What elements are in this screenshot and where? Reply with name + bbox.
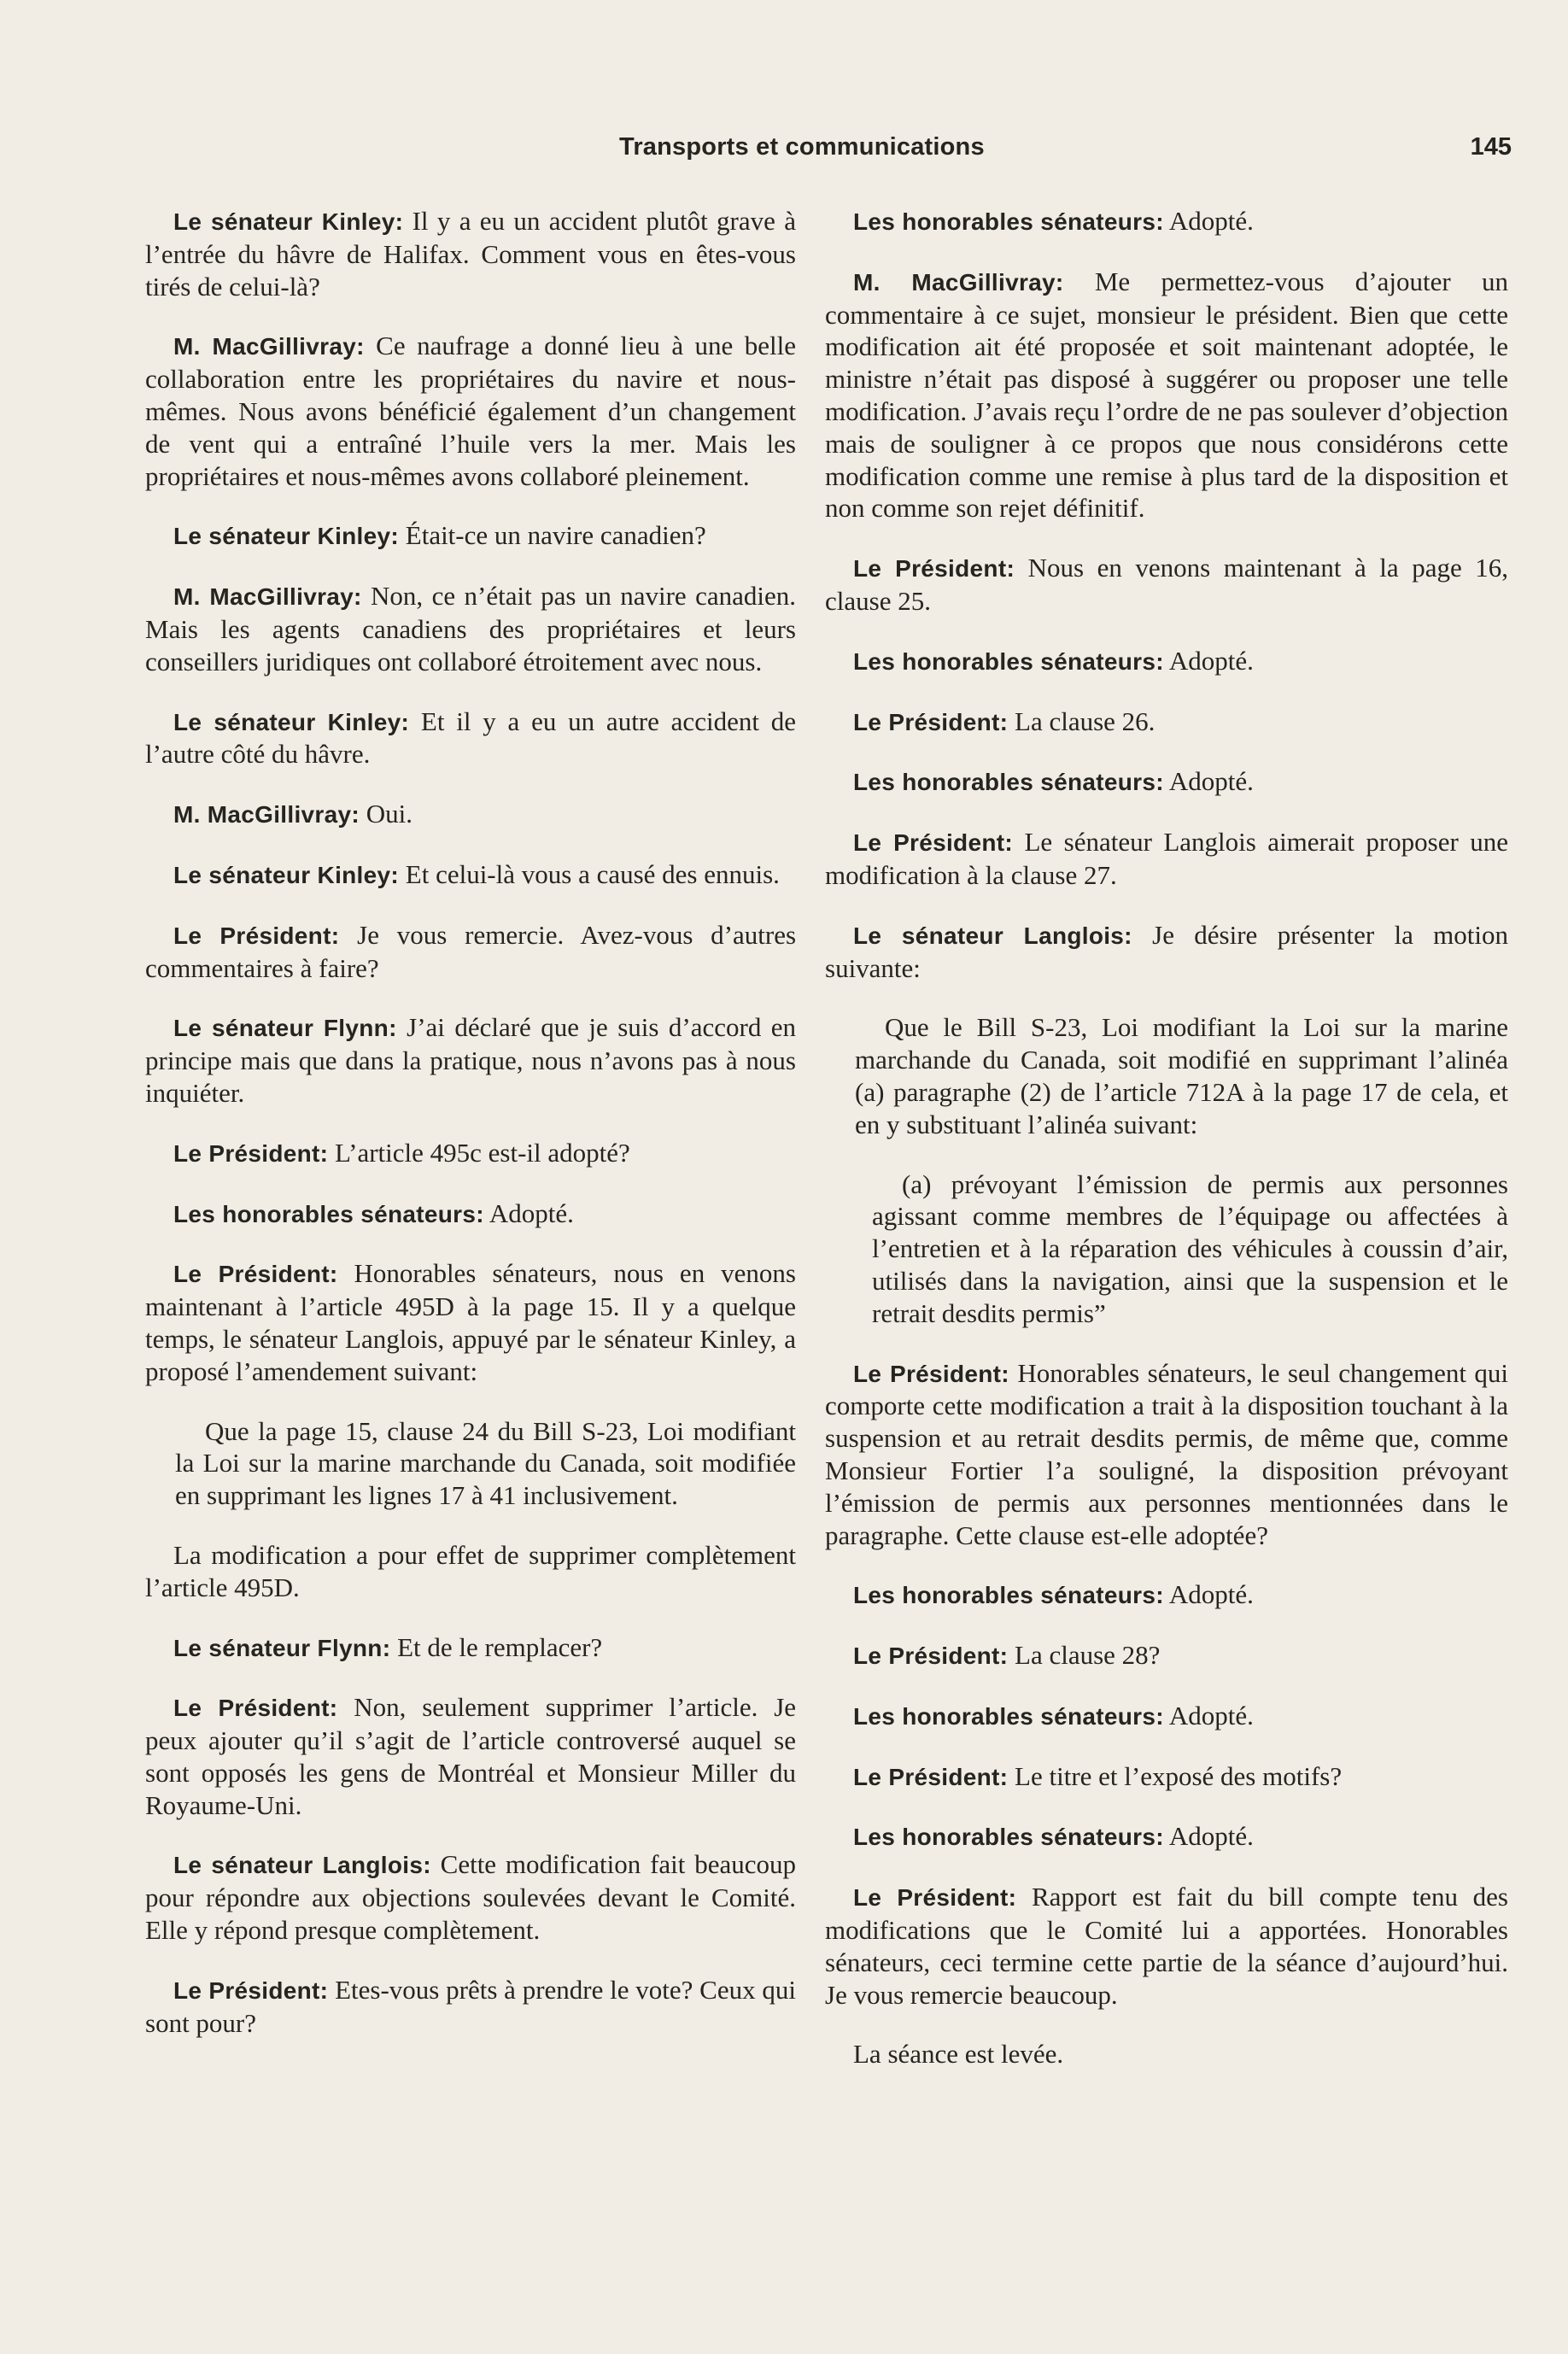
speech-text: La séance est levée. <box>853 2039 1064 2070</box>
speaker-name: Le sénateur Flynn: <box>173 1634 391 1661</box>
speech-text: Honorables sénateurs, le seul changement qui comporte cette modification a trait à la disposition touchant à la suspension et au retrait desdits permis, de même que, comme Monsieur Fortier l’a souligné, la disposition prévoyant l’émission de permis aux personnes mentionnées dans le paragraphe. Cette clause est-elle adoptée? <box>825 1357 1509 1550</box>
speech-paragraph <box>825 1700 1508 1733</box>
header-title: Transports et communications <box>619 133 985 161</box>
speaker-name: Les honorables sénateurs: <box>853 1582 1164 1609</box>
speaker-name: Le Président: <box>173 1695 338 1722</box>
speaker-name: Les honorables sénateurs: <box>853 1824 1164 1851</box>
speech-text: Oui. <box>366 799 412 829</box>
speaker-name: Le sénateur Kinley: <box>173 523 400 550</box>
speech-paragraph <box>145 919 796 985</box>
speaker-name: Le sénateur Flynn: <box>173 1015 397 1042</box>
speaker-name: Le Président: <box>173 1976 329 2004</box>
speech-paragraph <box>825 205 1508 238</box>
speaker-name: Le Président: <box>173 1261 338 1288</box>
speech-text: Le sénateur Langlois aimerait proposer une modification à la clause 27. <box>825 827 1509 890</box>
speaker-name: Les honorables sénateurs: <box>173 1200 484 1227</box>
speech-paragraph <box>825 645 1508 678</box>
speaker-name: Le Président: <box>173 1139 329 1167</box>
speech-text: J’ai déclaré que je suis d’accord en principe mais que dans la pratique, nous n’avons pas à nous inquiéter. <box>145 1012 797 1108</box>
speech-paragraph <box>825 1760 1508 1794</box>
left-column <box>145 205 796 2066</box>
speech-text: Je désire présenter la motion suivante: <box>825 919 1509 983</box>
speech-paragraph <box>145 330 796 492</box>
speech-paragraph <box>145 205 796 302</box>
speech-text: Il y a eu un accident plutôt grave à l’entrée du hâvre de Halifax. Comment vous en êtes-vous tirés de celui-là? <box>145 206 796 302</box>
speech-paragraph <box>145 1631 796 1665</box>
speaker-name: Le sénateur Langlois: <box>173 1852 431 1879</box>
speaker-name: Les honorables sénateurs: <box>853 208 1164 235</box>
speech-paragraph <box>825 266 1508 524</box>
speech-text: La clause 28? <box>1015 1640 1161 1671</box>
quoted-motion: Que la page 15, clause 24 du Bill S-23, Loi modifiant la Loi sur la marine marchande du Canada, soit modifiée en supprimant les lignes 17 à 41 inclusivement. <box>175 1415 796 1511</box>
speech-paragraph <box>145 1691 796 1821</box>
speech-text: Et de le remplacer? <box>397 1631 603 1662</box>
speaker-name: Les honorables sénateurs: <box>853 647 1164 675</box>
speech-text: La modification a pour effet de supprimer complètement l’article 495D. <box>145 1539 796 1602</box>
speech-paragraph <box>825 1881 1508 2011</box>
speech-text: Je vous remercie. Avez-vous d’autres commentaires à faire? <box>145 919 797 983</box>
speech-text: Etes-vous prêts à prendre le vote? Ceux qui sont pour? <box>145 1974 797 2038</box>
page-number: 145 <box>1470 133 1512 161</box>
speech-paragraph <box>825 552 1508 618</box>
speaker-name: M. MacGillivray: <box>853 268 1064 296</box>
speaker-name: Le sénateur Kinley: <box>173 208 404 235</box>
running-header <box>145 133 1512 171</box>
speaker-name: Le Président: <box>853 829 1013 857</box>
speaker-name: M. MacGillivray: <box>173 333 365 360</box>
speech-text: Adopté. <box>1168 1579 1254 1610</box>
speech-paragraph <box>825 1639 1508 1672</box>
speech-paragraph <box>825 706 1508 739</box>
speech-paragraph <box>145 706 796 771</box>
speech-paragraph <box>145 1257 796 1387</box>
speech-paragraph <box>825 1357 1508 1552</box>
speaker-name: Le Président: <box>853 555 1015 583</box>
speech-text: Rapport est fait du bill compte tenu des modifications que le Comité lui a apportées. Honorables sénateurs, ceci termine cette partie de la séance d’aujourd’hui. Je vous remercie beaucoup. <box>825 1882 1508 2010</box>
speech-paragraph <box>145 1011 796 1109</box>
speech-text: Ce naufrage a donné lieu à une belle collaboration entre les propriétaires du navire et nous-mêmes. Nous avons bénéficié également d’un changement de vent qui a entraîné l’huile vers la mer. Mais les propriétaires et nous-mêmes avons collaboré pleinement. <box>145 331 796 491</box>
speech-text: L’article 495c est-il adopté? <box>335 1137 630 1168</box>
speaker-name: Le Président: <box>853 708 1009 735</box>
speech-paragraph <box>825 1820 1508 1853</box>
speech-text: Adopté. <box>1168 206 1254 236</box>
speaker-name: Le sénateur Kinley: <box>173 708 410 735</box>
speaker-name: Le Président: <box>173 922 340 949</box>
speaker-name: Le sénateur Kinley: <box>173 861 400 888</box>
speaker-name: Le Président: <box>853 1884 1017 1912</box>
speaker-name: Le Président: <box>853 1763 1009 1790</box>
speech-text: Adopté. <box>1168 645 1254 676</box>
speech-text: La clause 26. <box>1015 706 1156 736</box>
speech-text: Était-ce un navire canadien? <box>405 520 706 551</box>
speaker-name: Le sénateur Langlois: <box>853 922 1132 949</box>
speech-paragraph <box>145 1974 796 2040</box>
speech-text: Non, ce n’était pas un navire canadien. Mais les agents canadiens des propriétaires et leurs conseillers juridiques ont collaboré étroitement avec nous. <box>145 581 796 676</box>
speech-text: Adopté. <box>489 1197 574 1228</box>
speech-paragraph <box>825 765 1508 799</box>
speech-paragraph <box>145 1197 796 1231</box>
speech-text: Adopté. <box>1168 1821 1254 1852</box>
speech-paragraph <box>825 919 1508 985</box>
speech-text: Honorables sénateurs, nous en venons maintenant à l’article 495D à la page 15. Il y a quelque temps, le sénateur Langlois, appuyé par le sénateur Kinley, a proposé l’amendement suivant: <box>145 1258 796 1386</box>
speech-text: Adopté. <box>1168 766 1254 797</box>
speech-paragraph <box>825 2038 1508 2070</box>
speaker-name: M. MacGillivray: <box>173 801 360 829</box>
speech-text: Non, seulement supprimer l’article. Je peux ajouter qu’il s’agit de l’article controversé auquel se sont opposés les gens de Montréal et Monsieur Miller du Royaume-Uni. <box>145 1692 797 1820</box>
speaker-name: Les honorables sénateurs: <box>853 1702 1164 1730</box>
speech-paragraph <box>825 1578 1508 1612</box>
speech-text: Et il y a eu un autre accident de l’autre côté du hâvre. <box>145 706 796 770</box>
speech-text: Et celui-là vous a causé des ennuis. <box>405 858 780 889</box>
speech-paragraph <box>145 1539 796 1604</box>
speaker-name: M. MacGillivray: <box>173 583 362 611</box>
speech-text: Nous en venons maintenant à la page 16, clause 25. <box>825 553 1509 616</box>
speech-paragraph <box>145 858 796 892</box>
speaker-name: Les honorables sénateurs: <box>853 769 1164 796</box>
speech-paragraph <box>145 519 796 553</box>
speech-paragraph <box>145 1137 796 1170</box>
quoted-clause: (a) prévoyant l’émission de permis aux personnes agissant comme membres de l’équipage ou affectées à l’entretien et à la réparation des véhicules à coussin d’air, utilisés dans la navigation, ainsi que la suspension et le retrait desdits permis” <box>872 1168 1508 1328</box>
speaker-name: Le Président: <box>853 1360 1009 1387</box>
speech-text: Me permettez-vous d’ajouter un commentaire à ce sujet, monsieur le président. Bien que cette modification ait été proposée et soit maintenant adoptée, le ministre n’était pas disposé à suggérer ou proposer une telle modification. J’avais reçu l’ordre de ne pas soulever d’objection mais de souligner à ce propos que nous considérons cette modification comme une remise à plus tard de la disposition et non comme son rejet définitif. <box>825 266 1508 524</box>
speech-paragraph <box>145 798 796 831</box>
speech-text: Adopté. <box>1168 1700 1254 1730</box>
speech-paragraph <box>145 580 796 677</box>
speech-paragraph <box>825 826 1508 892</box>
speech-text: Cette modification fait beaucoup pour répondre aux objections soulevées devant le Comité. Elle y répond presque complètement. <box>145 1849 796 1946</box>
speech-paragraph <box>145 1848 796 1946</box>
quoted-motion: Que le Bill S-23, Loi modifiant la Loi sur la marine marchande du Canada, soit modifié en supprimant l’alinéa (a) paragraphe (2) de l’article 712A à la page 17 de cela, et en y substituant l’alinéa suivant: <box>855 1012 1508 1139</box>
speech-text: Le titre et l’exposé des motifs? <box>1015 1760 1343 1791</box>
speaker-name: Le Président: <box>853 1643 1009 1670</box>
right-column <box>825 205 1508 2098</box>
